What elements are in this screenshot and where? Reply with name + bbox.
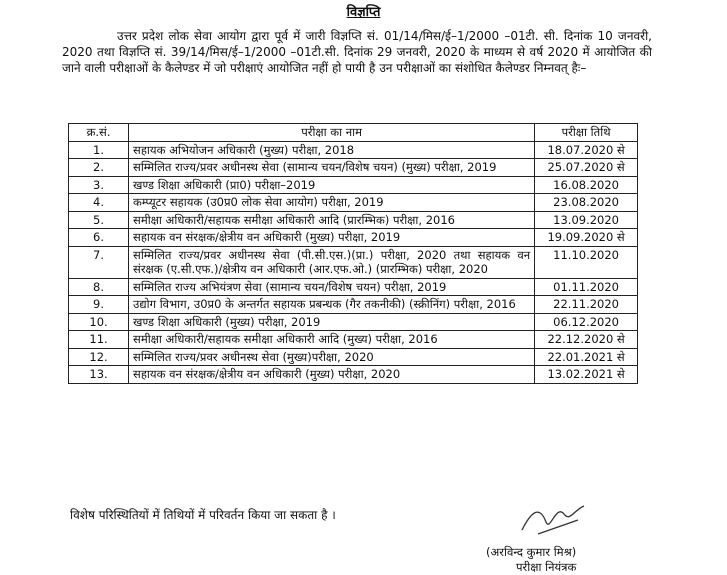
table-row <box>69 296 638 314</box>
exam-date-cell: 13.09.2020 <box>535 211 638 229</box>
serial-cell: 13. <box>69 366 129 384</box>
exam-date-cell: 18.07.2020 से <box>535 141 638 159</box>
exam-date-cell: 22.11.2020 <box>535 296 638 314</box>
table-row <box>69 229 638 247</box>
table-row <box>69 211 638 229</box>
exam-date-cell: 06.12.2020 <box>535 313 638 331</box>
exam-name-cell: सम्मिलित राज्य अभियंत्रण सेवा (सामान्य चयन/विशेष चयन) परीक्षा, 2019 <box>129 278 535 296</box>
exam-name-cell: सहायक अभियोजन अधिकारी (मुख्य) परीक्षा, 2018 <box>129 141 535 159</box>
table-row <box>69 366 638 384</box>
exam-name-cell: उद्योग विभाग, उ0प्र0 के अन्तर्गत सहायक प्रबन्धक (गैर तकनीकी) (स्क्रीनिंग) परीक्षा, 2016 <box>129 296 535 314</box>
table-row <box>69 348 638 366</box>
serial-cell: 6. <box>69 229 129 247</box>
exam-date-cell: 23.08.2020 <box>535 194 638 212</box>
serial-cell: 8. <box>69 278 129 296</box>
table-row <box>69 159 638 177</box>
exam-name-cell: समीक्षा अधिकारी/सहायक समीक्षा अधिकारी आदि (मुख्य) परीक्षा, 2016 <box>129 331 535 349</box>
table-row <box>69 141 638 159</box>
exam-name-cell: समीक्षा अधिकारी/सहायक समीक्षा अधिकारी आदि (प्रारम्भिक) परीक्षा, 2016 <box>129 211 535 229</box>
header-exam-name: परीक्षा का नाम <box>129 124 535 142</box>
serial-cell: 7. <box>69 246 129 278</box>
table-row <box>69 313 638 331</box>
intro-paragraph: उत्तर प्रदेश लोक सेवा आयोग द्वारा पूर्व में जारी विज्ञप्ति सं. 01/14/मिस/ई–1/2000 –01टी. सी. दिनांक 10 जनवरी, 2020 तथा विज्ञप्ति सं. 39/14/मिस/ई–1/2000 –01टी.सी. दिनांक 29 जनवरी, 2020 के माध्यम से वर्ष 2020 में आयोजित की जाने वाली परीक्षाओं के कैलेण्डर में जो परीक्षाएं आयोजित नहीं हो पायी है उन परीक्षाओं का संशोधित कैलेण्डर निम्नवत् हैः– <box>62 29 652 75</box>
serial-cell: 4. <box>69 194 129 212</box>
table-row <box>69 331 638 349</box>
serial-cell: 3. <box>69 176 129 194</box>
table-row <box>69 246 638 278</box>
exam-date-cell: 22.12.2020 से <box>535 331 638 349</box>
notice-heading: विज्ञप्ति <box>346 5 381 20</box>
serial-cell: 5. <box>69 211 129 229</box>
exam-name-cell: सहायक वन संरक्षक/क्षेत्रीय वन अधिकारी (मुख्य) परीक्षा, 2020 <box>129 366 535 384</box>
change-note: विशेष परिस्थितियों में तिथियों में परिवर्तन किया जा सकता है । <box>70 508 336 522</box>
serial-cell: 11. <box>69 331 129 349</box>
exam-calendar-table <box>68 123 638 384</box>
exam-date-cell: 22.01.2021 से <box>535 348 638 366</box>
exam-date-cell: 13.02.2021 से <box>535 366 638 384</box>
exam-date-cell: 19.09.2020 से <box>535 229 638 247</box>
serial-cell: 9. <box>69 296 129 314</box>
table-row <box>69 278 638 296</box>
signatory-name: (अरविन्द कुमार मिश्र) <box>486 545 577 559</box>
exam-name-cell: खण्ड शिक्षा अधिकारी (प्रा0) परीक्षा–2019 <box>129 176 535 194</box>
header-serial: क्र.सं. <box>69 124 129 142</box>
serial-cell: 1. <box>69 141 129 159</box>
exam-date-cell: 25.07.2020 से <box>535 159 638 177</box>
exam-name-cell: सहायक वन संरक्षक/क्षेत्रीय वन अधिकारी (मुख्य) परीक्षा, 2019 <box>129 229 535 247</box>
exam-date-cell: 11.10.2020 <box>535 246 638 278</box>
exam-name-cell: सम्मिलित राज्य/प्रवर अधीनस्थ सेवा (मुख्य)परीक्षा, 2020 <box>129 348 535 366</box>
serial-cell: 12. <box>69 348 129 366</box>
exam-date-cell: 01.11.2020 <box>535 278 638 296</box>
serial-cell: 2. <box>69 159 129 177</box>
serial-cell: 10. <box>69 313 129 331</box>
exam-name-cell: सम्मिलित राज्य/प्रवर अधीनस्थ सेवा (सामान्य चयन/विशेष चयन) (मुख्य) परीक्षा, 2019 <box>129 159 535 177</box>
exam-name-cell: खण्ड शिक्षा अधिकारी (मुख्य) परीक्षा, 2019 <box>129 313 535 331</box>
table-row <box>69 194 638 212</box>
signatory-title: परीक्षा नियंत्रक <box>516 560 577 574</box>
signature-scribble <box>518 500 588 540</box>
exam-name-cell: कम्प्यूटर सहायक (उ0प्र0 लोक सेवा आयोग) परीक्षा, 2019 <box>129 194 535 212</box>
exam-name-cell: सम्मिलित राज्य/प्रवर अधीनस्थ सेवा (पी.सी.एस.)(प्रा.) परीक्षा, 2020 तथा सहायक वन संरक्षक (ए.सी.एफ.)/क्षेत्रीय वन अधिकारी (आर.एफ.ओ.) (प्रारम्भिक) परीक्षा, 2020 <box>129 246 535 278</box>
exam-date-cell: 16.08.2020 <box>535 176 638 194</box>
table-row <box>69 176 638 194</box>
header-exam-date: परीक्षा तिथि <box>535 124 638 142</box>
table-header-row <box>69 124 638 142</box>
